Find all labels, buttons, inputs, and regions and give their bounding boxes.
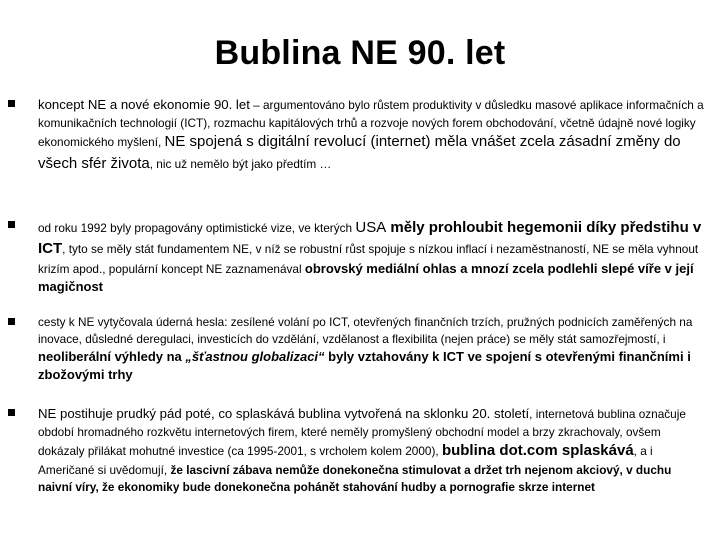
bullet-2-body: , tyto se měly stát fundamentem NE, v níž se robustní růst spojuje s nízkou inflací i nezaměstnaností, NE se měla vyhnout krizím apod., populární koncept NE zaznamenával bbox=[38, 242, 699, 276]
bullet-4 bbox=[38, 405, 706, 495]
bullet-3-text: cesty k NE vytyčovala úderná hesla: zesílené volání po ICT, otevřených finančních trzích, pružných podnicích zaměřených na inovace, důsledné deregulaci, investicích do vzdělání, vzdělanost a flexibilita (nejen práce) se měly stát samozřejmostí, i bbox=[38, 315, 693, 346]
bullet-3-emphasis: neoliberální výhledy na bbox=[38, 348, 186, 364]
bullet-4-emphasis-end: že lascivní zábava nemůže donekonečna stimulovat a držet trh nejenom akciový, v duchu naivní víry, že ekonomiky bude donekonečna pohánět stahování hudby a pornografie skrze internet bbox=[38, 462, 672, 494]
bullet-1-lead: koncept NE a nové ekonomie 90. let bbox=[38, 97, 250, 112]
bullet-3-emphasis-end: byly vztahovány k ICT ve spojení s otevřenými finančními i zbožovými trhy bbox=[38, 348, 691, 382]
bullet-1 bbox=[38, 96, 706, 174]
bullet-1-tail: , nic už nemělo být jako předtím … bbox=[149, 156, 332, 171]
bullet-square-icon bbox=[8, 318, 15, 325]
bullet-square-icon bbox=[8, 221, 15, 228]
bullet-4-emphasis: bublina dot.com splaskává bbox=[441, 442, 634, 460]
bullet-square-icon bbox=[8, 409, 15, 416]
bullet-2-emphasis-end: obrovský mediální ohlas a mnozí zcela podlehli slepé víře v její magičnost bbox=[38, 260, 694, 295]
bullet-1-text: – argumentováno bylo růstem produktivity v důsledku masové aplikace informačních a komunikačních technologií (ICT), rozmachu kapitálových trhů a rozvoje nových forem obchodování, včetně údajně nové logiky ekonomického myšlení, bbox=[38, 98, 704, 150]
bullet-square-icon bbox=[8, 100, 15, 107]
bullet-4-text: , internetová bublina označuje období hromadného rozkvětu internetových firem, které neměly promyšlený obchodní model a brzy zkrachovaly, ovšem dokázaly přilákat mohutné investice (ca 1995-2001, s vrcholem kolem 2000), bbox=[38, 407, 686, 459]
bullet-1-emphasis: NE spojená s digitální revolucí (internet) měla vnášet zcela zásadní změny do všech sfér života bbox=[38, 133, 681, 172]
bullet-3 bbox=[38, 314, 706, 384]
bullet-2 bbox=[38, 217, 706, 297]
bullet-3-italic: „šťastnou globalizaci“ bbox=[185, 348, 325, 364]
bullet-2-text: od roku 1992 byly propagovány optimistické vize, ve kterých bbox=[38, 221, 356, 235]
bullet-2-emphasis: měly prohloubit hegemonii díky předstihu v ICT bbox=[38, 219, 702, 258]
slide-title: Bublina NE 90. let bbox=[214, 34, 506, 72]
bullet-2-usa: USA bbox=[355, 219, 387, 236]
bullet-4-mid: , a i Američané si uvědomují, bbox=[38, 444, 653, 477]
bullet-4-lead: NE postihuje prudký pád poté, co splaskává bublina vytvořená na sklonku 20. století bbox=[38, 406, 530, 421]
